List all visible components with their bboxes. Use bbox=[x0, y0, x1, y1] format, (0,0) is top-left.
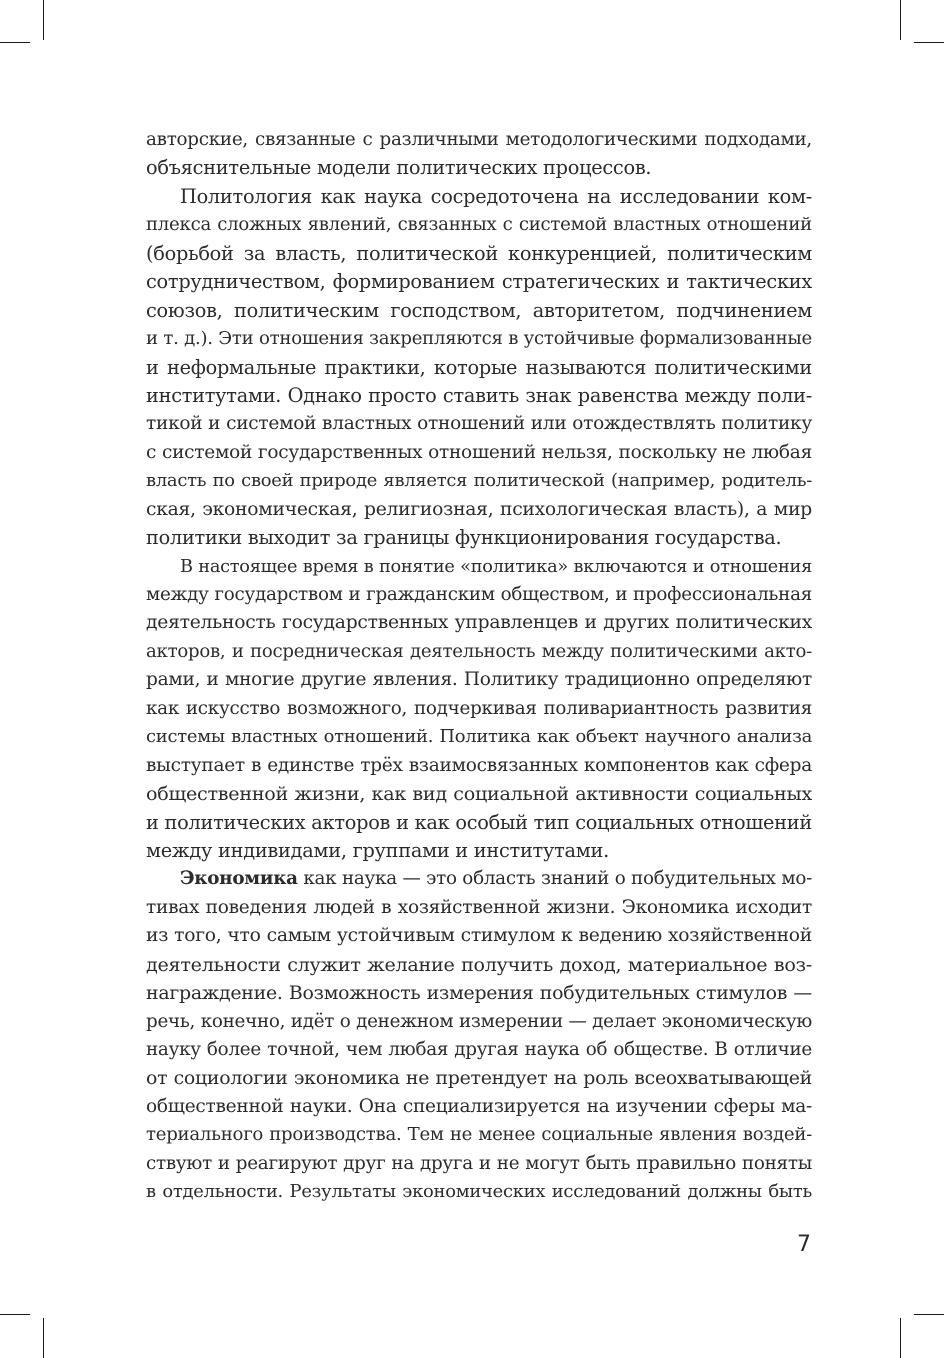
line-text: и неформальные практики, которые называются политическими bbox=[146, 355, 812, 379]
text-line bbox=[146, 183, 812, 211]
text-line bbox=[146, 496, 812, 524]
line-text: сотрудничеством, формированием стратегических и тактических bbox=[146, 270, 812, 294]
line-text: между индивидами, группами и институтами. bbox=[146, 838, 609, 862]
line-text: авторские, связанные с различными методологическими подходами, bbox=[146, 129, 812, 150]
crop-mark-bottom-left-vertical bbox=[43, 1318, 44, 1358]
text-line bbox=[146, 894, 812, 922]
line-text: союзов, политическим господством, авторитетом, подчинением bbox=[146, 298, 812, 322]
text-line bbox=[146, 780, 812, 808]
line-text: рами, и многие другие явления. Политику традиционно определяют bbox=[146, 669, 812, 691]
text-line bbox=[146, 410, 812, 438]
line-text: деятельность государственных управленцев и других политических bbox=[146, 612, 812, 634]
text-line bbox=[146, 268, 812, 296]
line-text: плекса сложных явлений, связанных с системой властных отношений bbox=[146, 214, 812, 236]
crop-mark-bottom-right-vertical bbox=[900, 1318, 901, 1358]
line-text: и политических акторов и как особый тип социальных отношений bbox=[146, 810, 812, 834]
text-line bbox=[146, 1093, 812, 1121]
line-text: речь, конечно, идёт о денежном измерении — делает экономическую bbox=[146, 1010, 812, 1032]
text-line bbox=[146, 1150, 812, 1178]
text-line bbox=[146, 752, 812, 780]
text-line bbox=[146, 922, 812, 950]
text-line bbox=[146, 951, 812, 979]
text-line bbox=[146, 638, 812, 666]
text-line bbox=[146, 581, 812, 609]
line-text: от социологии экономика не претендует на роль всеохватывающей bbox=[146, 1067, 812, 1090]
line-text: объяснительные модели политических процессов. bbox=[146, 156, 652, 180]
text-line bbox=[146, 154, 812, 182]
line-text: Политология как наука сосредоточена на исследовании ком- bbox=[180, 184, 812, 208]
line-text: акторов, и посредническая деятельность между политическими акто- bbox=[146, 640, 812, 662]
text-line bbox=[146, 1008, 812, 1036]
line-text: и т. д.). Эти отношения закрепляются в устойчивые формализованные bbox=[146, 328, 812, 350]
text-line bbox=[146, 865, 812, 893]
text-line bbox=[146, 1064, 812, 1092]
text-line bbox=[146, 1121, 812, 1149]
text-line bbox=[146, 325, 812, 353]
line-text: общественной жизни, как вид социальной активности социальных bbox=[146, 782, 812, 806]
text-line bbox=[146, 354, 812, 382]
line-text: общественной науки. Она специализируется на изучении сферы ма- bbox=[146, 1095, 812, 1117]
text-line bbox=[146, 297, 812, 325]
line-text: (борьбой за власть, политической конкуренцией, политическим bbox=[146, 241, 812, 265]
line-text: системы властных отношений. Политика как объект научного анализа bbox=[146, 726, 812, 748]
text-line bbox=[146, 553, 812, 581]
text-line bbox=[146, 979, 812, 1007]
line-text: В настоящее время в понятие «политика» включаются и отношения bbox=[180, 556, 812, 577]
line-text: институтами. Однако просто ставить знак равенства между поли- bbox=[146, 383, 812, 407]
line-text: науку более точной, чем любая другая наука об обществе. В отличие bbox=[146, 1039, 812, 1060]
text-line bbox=[146, 126, 812, 154]
crop-mark-bottom-left-horizontal bbox=[0, 1314, 30, 1315]
line-text: тикой и системой властных отношений или отождествлять политику bbox=[146, 413, 812, 435]
crop-mark-top-right-vertical bbox=[900, 0, 901, 40]
text-line bbox=[146, 1036, 812, 1064]
crop-mark-bottom-right-horizontal bbox=[914, 1314, 944, 1315]
text-line bbox=[146, 211, 812, 239]
crop-mark-top-left-horizontal bbox=[0, 42, 30, 43]
text-line bbox=[146, 695, 812, 723]
line-text: политики выходит за границы функционирования государства. bbox=[146, 526, 782, 550]
text-line bbox=[146, 609, 812, 637]
text-line bbox=[146, 837, 812, 865]
text-line bbox=[146, 809, 812, 837]
term-bold: Экономика bbox=[180, 868, 298, 890]
line-text: тивах поведения людей в хозяйственной жизни. Экономика исходит bbox=[146, 896, 812, 918]
line-text: между государством и гражданским обществом, и профессиональная bbox=[146, 584, 812, 605]
text-line bbox=[146, 524, 812, 552]
line-text: власть по своей природе является политической (например, родитель- bbox=[146, 470, 812, 492]
text-line bbox=[146, 467, 812, 495]
line-text: выступает в единстве трёх взаимосвязанных компонентов как сфера bbox=[146, 754, 812, 776]
text-line bbox=[146, 723, 812, 751]
text-line bbox=[146, 666, 812, 694]
line-text: ская, экономическая, религиозная, психологическая власть), а мир bbox=[146, 498, 812, 520]
line-text: как наука — это область знаний о побудительных мо- bbox=[297, 868, 812, 890]
text-line bbox=[146, 439, 812, 467]
text-line bbox=[146, 1178, 812, 1206]
crop-mark-top-right-horizontal bbox=[914, 42, 944, 43]
page-number: 7 bbox=[797, 1232, 811, 1257]
text-line bbox=[146, 382, 812, 410]
text-line bbox=[146, 240, 812, 268]
line-text: награждение. Возможность измерения побудительных стимулов — bbox=[146, 982, 812, 1005]
line-text: териального производства. Тем не менее социальные явления воздей- bbox=[146, 1124, 812, 1146]
line-text: ствуют и реагируют друг на друга и не могут быть правильно поняты bbox=[146, 1152, 812, 1174]
crop-mark-top-left-vertical bbox=[43, 0, 44, 40]
line-text: деятельности служит желание получить доход, материальное воз- bbox=[146, 952, 812, 976]
line-text: как искусство возможного, подчеркивая поливариантность развития bbox=[146, 697, 812, 719]
line-text: с системой государственных отношений нельзя, поскольку не любая bbox=[146, 441, 812, 463]
line-text: из того, что самым устойчивым стимулом к ведению хозяйственной bbox=[146, 925, 812, 947]
line-text: в отдельности. Результаты экономических исследований должны быть bbox=[146, 1181, 812, 1203]
body-text bbox=[146, 126, 812, 1207]
